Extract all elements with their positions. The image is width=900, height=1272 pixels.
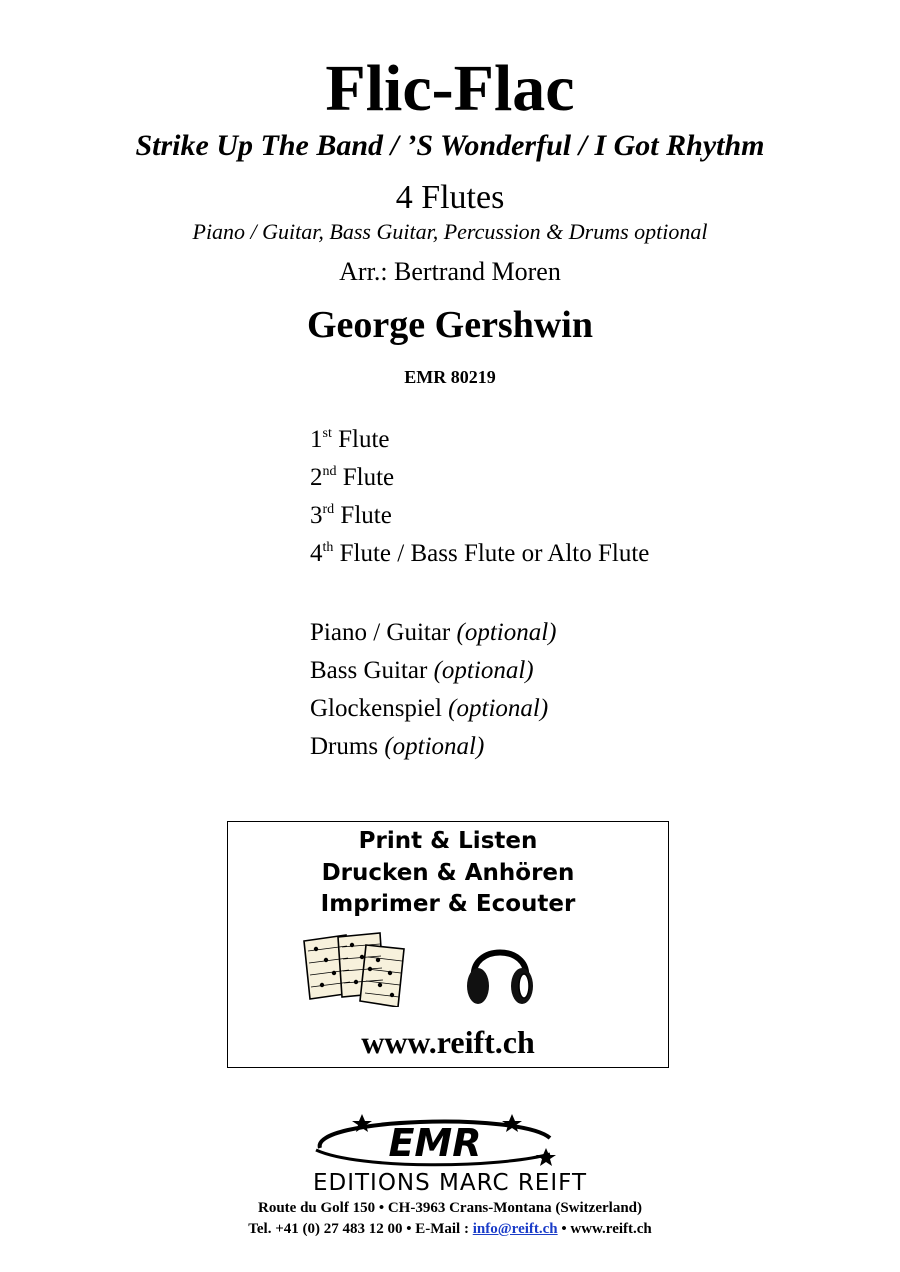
optional-part-item: Drums (optional) — [310, 733, 485, 760]
svg-text:EDITIONS MARC REIFT: EDITIONS MARC REIFT — [312, 1170, 588, 1196]
optional-instruments-line: Piano / Guitar, Bass Guitar, Percussion & Drums optional — [192, 219, 708, 244]
emr-logo — [250, 1108, 650, 1198]
part-item: 4th Flute / Bass Flute or Alto Flute — [310, 540, 650, 567]
email-link[interactable]: info@reift.ch — [472, 1221, 558, 1237]
optional-part-item: Bass Guitar (optional) — [310, 657, 534, 684]
headphones-icon — [464, 930, 536, 1010]
sheet-music-icon — [300, 927, 412, 1007]
arranger: Arr.: Bertrand Moren — [339, 257, 561, 286]
subtitle: Strike Up The Band / ’S Wonderful / I Got Rhythm — [135, 129, 765, 162]
part-item: 1st Flute — [310, 426, 390, 453]
page-title: Flic-Flac — [325, 52, 575, 125]
optional-part-item: Glockenspiel (optional) — [310, 695, 549, 722]
catalog-code: EMR 80219 — [404, 367, 496, 387]
part-item: 3rd Flute — [310, 502, 392, 529]
optional-part-item: Piano / Guitar (optional) — [310, 619, 557, 646]
part-item: 2nd Flute — [310, 464, 395, 491]
print-listen-box — [227, 821, 669, 1068]
promo-line-fr: Imprimer & Ecouter — [320, 891, 576, 917]
promo-line-en: Print & Listen — [358, 828, 538, 854]
publisher-contact: Tel. +41 (0) 27 483 12 00 • E-Mail : info@reift.ch • www.reift.ch — [248, 1221, 652, 1237]
website-text: www.reift.ch — [361, 1024, 535, 1060]
promo-line-de: Drucken & Anhören — [321, 860, 575, 886]
publisher-address: Route du Golf 150 • CH-3963 Crans-Montana (Switzerland) — [258, 1200, 642, 1216]
instrumentation: 4 Flutes — [395, 179, 505, 216]
parts-list — [310, 421, 649, 573]
optional-parts-list — [310, 614, 557, 766]
svg-text:EMR: EMR — [388, 1121, 482, 1165]
composer: George Gershwin — [306, 304, 593, 346]
